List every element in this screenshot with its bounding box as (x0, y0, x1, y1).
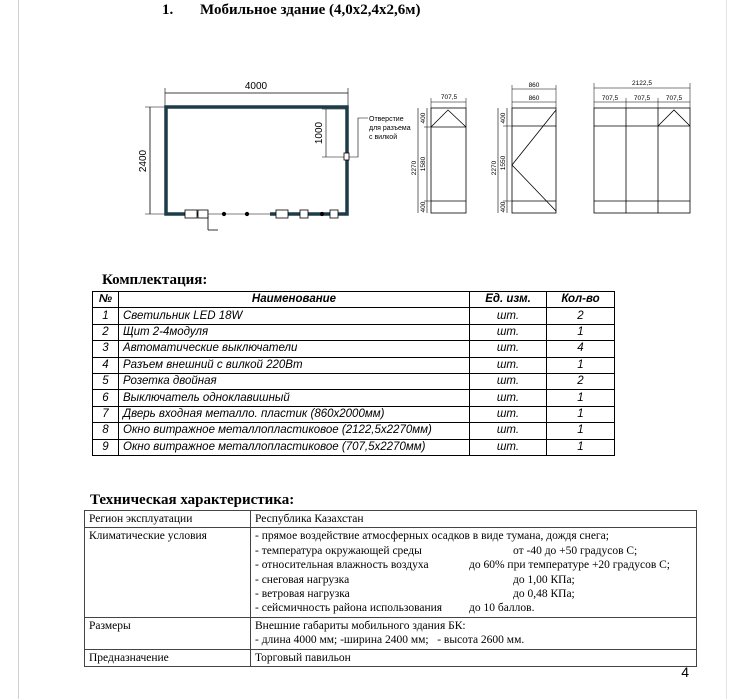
kit-table (92, 291, 615, 456)
purpose-label: Предназначение (85, 649, 251, 666)
small-window-width: 707,5 (440, 94, 458, 101)
row-name: Окно витражное металлопластиковое (2122,5х2270мм) (119, 423, 470, 439)
row-qty: 1 (547, 439, 615, 455)
size-label: Размеры (85, 617, 251, 649)
tech-row-climate (85, 528, 697, 617)
climate-line (255, 587, 692, 601)
small-window-top-height: 400 (420, 112, 427, 124)
large-window-labels (602, 80, 683, 102)
section-title-text: Мобильное здание (4,0х2,4х2,6м) (200, 2, 421, 18)
door-total-height: 2270 (491, 160, 498, 176)
door-top-height: 400 (500, 112, 507, 124)
row-number: 6 (93, 390, 119, 406)
row-unit: шт. (470, 373, 547, 389)
plan-height-dim: 1000 (314, 121, 325, 145)
table-row (93, 308, 615, 324)
row-name: Дверь входная металло. пластик (860х2000мм) (119, 406, 470, 422)
climate-values (251, 528, 697, 617)
region-value: Республика Казахстан (251, 511, 697, 528)
table-row (93, 373, 615, 389)
climate-label: Климатические условия (85, 528, 251, 617)
size-values (251, 617, 697, 649)
table-row (93, 357, 615, 373)
kit-heading: Комплектация: (102, 272, 208, 288)
door-drawing (498, 85, 556, 213)
plan-note-line-1: Отверстие (369, 116, 404, 123)
climate-line (255, 558, 692, 572)
large-window-panel-2: 707,5 (633, 95, 651, 102)
kit-col-unit: Ед. изм. (470, 292, 547, 308)
climate-line (255, 573, 692, 587)
climate-value: до 0,48 КПа; (513, 588, 575, 601)
row-name: Разъем внешний с вилкой 220Вт (119, 357, 470, 373)
kit-col-number: № (93, 292, 119, 308)
row-unit: шт. (470, 341, 547, 357)
table-row (93, 341, 615, 357)
table-row (93, 439, 615, 455)
door-inner-width: 860 (528, 95, 540, 102)
door-bottom-height: 400 (500, 201, 507, 213)
row-number: 9 (93, 439, 119, 455)
climate-param: - ветровая нагрузка (255, 588, 350, 601)
row-unit: шт. (470, 390, 547, 406)
row-unit: шт. (470, 439, 547, 455)
row-qty: 2 (547, 308, 615, 324)
row-name: Розетка двойная (119, 373, 470, 389)
size-line: - длина 4000 мм; -ширина 2400 мм; - высота 2600 мм. (255, 634, 525, 647)
large-window-drawing (594, 83, 690, 213)
region-label: Регион эксплуатации (85, 511, 251, 528)
row-number: 1 (93, 308, 119, 324)
climate-value: от -40 до +50 градусов С; (513, 544, 638, 557)
plan-depth-dim: 2400 (138, 149, 149, 173)
row-name: Окно витражное металлопластиковое (707,5х2270мм) (119, 439, 470, 455)
row-name: Автоматические выключатели (119, 341, 470, 357)
floor-plan (145, 88, 368, 230)
kit-col-qty: Кол-во (547, 292, 615, 308)
purpose-value: Торговый павильон (251, 649, 697, 666)
size-line: Внешние габариты мобильного здания БК: (255, 619, 466, 632)
climate-param: - температура окружающей среды (255, 544, 422, 557)
row-unit: шт. (470, 324, 547, 340)
row-qty: 2 (547, 373, 615, 389)
tech-table (84, 510, 697, 667)
row-unit: шт. (470, 406, 547, 422)
large-window-total-width: 2122,5 (632, 80, 652, 87)
floor-plan-labels (138, 81, 411, 172)
climate-line (255, 529, 692, 543)
row-unit: шт. (470, 423, 547, 439)
section-number: 1. (162, 2, 174, 18)
row-number: 4 (93, 357, 119, 373)
climate-param: - снеговая нагрузка (255, 573, 350, 586)
row-qty: 1 (547, 390, 615, 406)
table-row (93, 324, 615, 340)
row-name: Светильник LED 18W (119, 308, 470, 324)
page-number: 4 (681, 664, 689, 680)
tech-heading: Техническая характеристика: (90, 492, 295, 508)
climate-line (255, 601, 692, 615)
tech-row-region (85, 511, 697, 528)
kit-header-row (93, 292, 615, 308)
technical-drawings (0, 0, 733, 290)
row-qty: 1 (547, 406, 615, 422)
climate-value: до 10 баллов. (469, 602, 535, 615)
small-window-bottom-height: 400 (420, 201, 427, 213)
small-window-mid-height: 1580 (420, 156, 427, 172)
climate-param: - относительная влажность воздуха (255, 559, 429, 572)
climate-value: до 60% при температуре +20 градусов С; (469, 559, 670, 572)
door-outer-width: 860 (528, 82, 540, 89)
row-number: 5 (93, 373, 119, 389)
climate-line (255, 544, 692, 558)
door-mid-height: 1550 (500, 155, 507, 171)
door-labels (491, 82, 540, 212)
large-window-panel-3: 707,5 (665, 95, 683, 102)
row-unit: шт. (470, 308, 547, 324)
row-name: Выключатель одноклавишный (119, 390, 470, 406)
tech-row-size (85, 617, 697, 649)
climate-param: - прямое воздействие атмосферных осадков в виде тумана, дождя снега; (255, 530, 609, 543)
table-row (93, 406, 615, 422)
kit-col-name: Наименование (119, 292, 470, 308)
row-unit: шт. (470, 357, 547, 373)
row-number: 8 (93, 423, 119, 439)
small-window-total-height: 2270 (411, 160, 418, 176)
row-qty: 1 (547, 357, 615, 373)
climate-value: до 1,00 КПа; (513, 573, 575, 586)
tech-row-purpose (85, 649, 697, 666)
row-number: 3 (93, 341, 119, 357)
plan-note-line-2: для разъема (369, 125, 411, 132)
row-qty: 4 (547, 341, 615, 357)
large-window-panel-1: 707,5 (601, 95, 619, 102)
table-row (93, 423, 615, 439)
row-name: Щит 2-4модуля (119, 324, 470, 340)
row-number: 2 (93, 324, 119, 340)
plan-width-dim: 4000 (244, 81, 268, 92)
table-row (93, 390, 615, 406)
row-qty: 1 (547, 324, 615, 340)
climate-param: - сейсмичность района использования (255, 602, 443, 615)
plan-note-line-3: с вилкой (369, 134, 398, 141)
row-qty: 1 (547, 423, 615, 439)
row-number: 7 (93, 406, 119, 422)
